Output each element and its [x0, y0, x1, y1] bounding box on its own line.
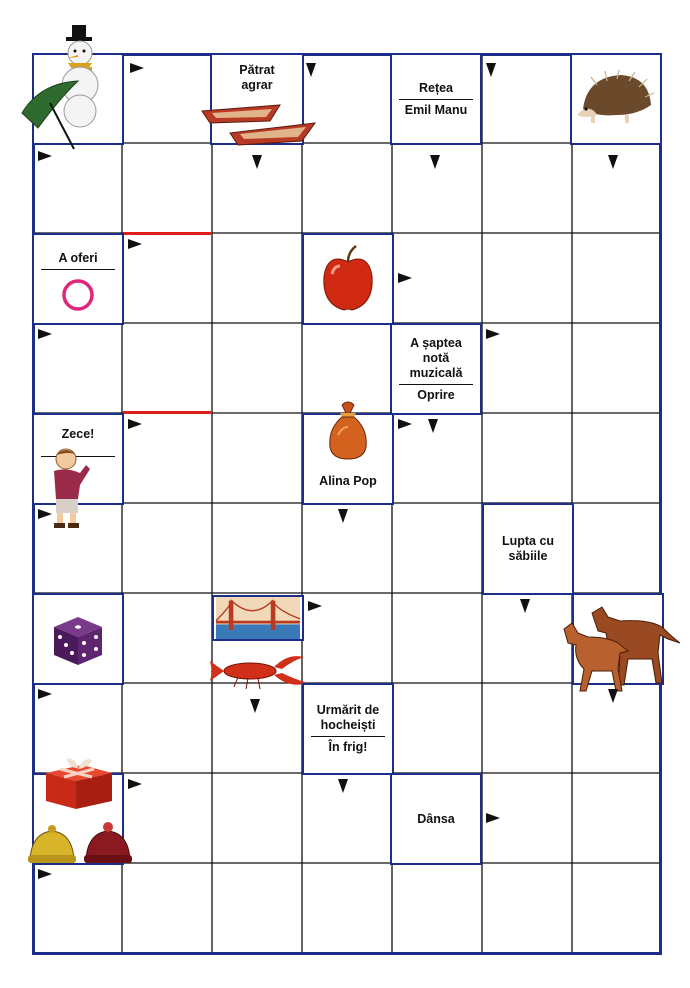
clue-lupta-cu-sabiile — [482, 503, 574, 595]
arrow-down-icon — [338, 779, 348, 793]
clue-text: Emil Manu — [404, 102, 468, 117]
arrow-right-icon — [130, 63, 144, 73]
boy-icon — [46, 445, 96, 531]
arrow-right-icon — [398, 273, 412, 283]
apple-icon — [318, 244, 378, 314]
picture-clue-apple — [302, 233, 394, 325]
gift-box-icon — [42, 753, 114, 811]
arrow-down-icon — [486, 63, 496, 77]
clue-dansa — [390, 773, 482, 865]
arrow-down-icon — [306, 63, 316, 77]
arrow-right-icon — [128, 419, 142, 429]
red-divider — [123, 411, 212, 414]
arrow-down-icon — [252, 155, 262, 169]
arrow-right-icon — [486, 813, 500, 823]
clue-text: A oferi — [58, 251, 98, 265]
hedgehog-icon — [577, 69, 655, 129]
arrow-right-icon — [128, 239, 142, 249]
clue-a-saptea-nota-oprire — [390, 323, 482, 415]
crossword-grid — [32, 53, 662, 955]
clue-separator — [399, 384, 473, 385]
picture-clue-bridge — [212, 595, 304, 641]
clue-retea-emil-manu — [390, 53, 482, 145]
clue-text: Zece! — [61, 427, 95, 441]
clue-text: A șaptea notă muzicală — [409, 335, 463, 380]
arrow-right-icon — [486, 329, 500, 339]
horses-icon — [558, 603, 682, 695]
arrow-right-icon — [38, 329, 52, 339]
die-icon — [48, 609, 108, 669]
picture-clue-hedgehog — [570, 53, 662, 145]
winter-hats-icon — [28, 819, 134, 867]
clue-text: Urmărit de hocheiști — [316, 703, 380, 732]
bridge-icon — [212, 597, 304, 639]
arrow-down-icon — [338, 509, 348, 523]
arrow-right-icon — [308, 601, 322, 611]
arrow-down-icon — [520, 599, 530, 613]
lobster-icon — [208, 645, 312, 691]
clue-text: Alina Pop — [319, 474, 377, 488]
clue-text: Rețea — [418, 80, 454, 95]
clue-a-oferi — [32, 233, 124, 325]
arrow-down-icon — [608, 689, 618, 703]
clue-separator — [41, 269, 115, 270]
boats-icon — [200, 99, 320, 149]
clue-text: Dânsa — [417, 811, 455, 826]
arrow-down-icon — [430, 155, 440, 169]
arrow-right-icon — [38, 689, 52, 699]
money-bag-icon — [328, 399, 368, 461]
snowman-icon — [20, 23, 130, 163]
arrow-right-icon — [38, 151, 52, 161]
picture-clue-die — [32, 593, 124, 685]
clue-text: Oprire — [417, 387, 455, 402]
red-divider — [123, 232, 212, 235]
arrow-right-icon — [38, 509, 52, 519]
clue-text: În frig! — [328, 740, 368, 754]
clue-text: Pătrat agrar — [239, 63, 275, 92]
circle-icon — [60, 277, 96, 313]
clue-urmarit-in-frig — [302, 683, 394, 775]
arrow-down-icon — [428, 419, 438, 433]
arrow-down-icon — [250, 699, 260, 713]
clue-separator — [399, 99, 473, 100]
clue-text: Lupta cu săbiile — [501, 534, 555, 563]
arrow-right-icon — [38, 869, 52, 879]
arrow-right-icon — [398, 419, 412, 429]
arrow-down-icon — [608, 155, 618, 169]
clue-separator — [311, 736, 385, 737]
arrow-right-icon — [128, 779, 142, 789]
